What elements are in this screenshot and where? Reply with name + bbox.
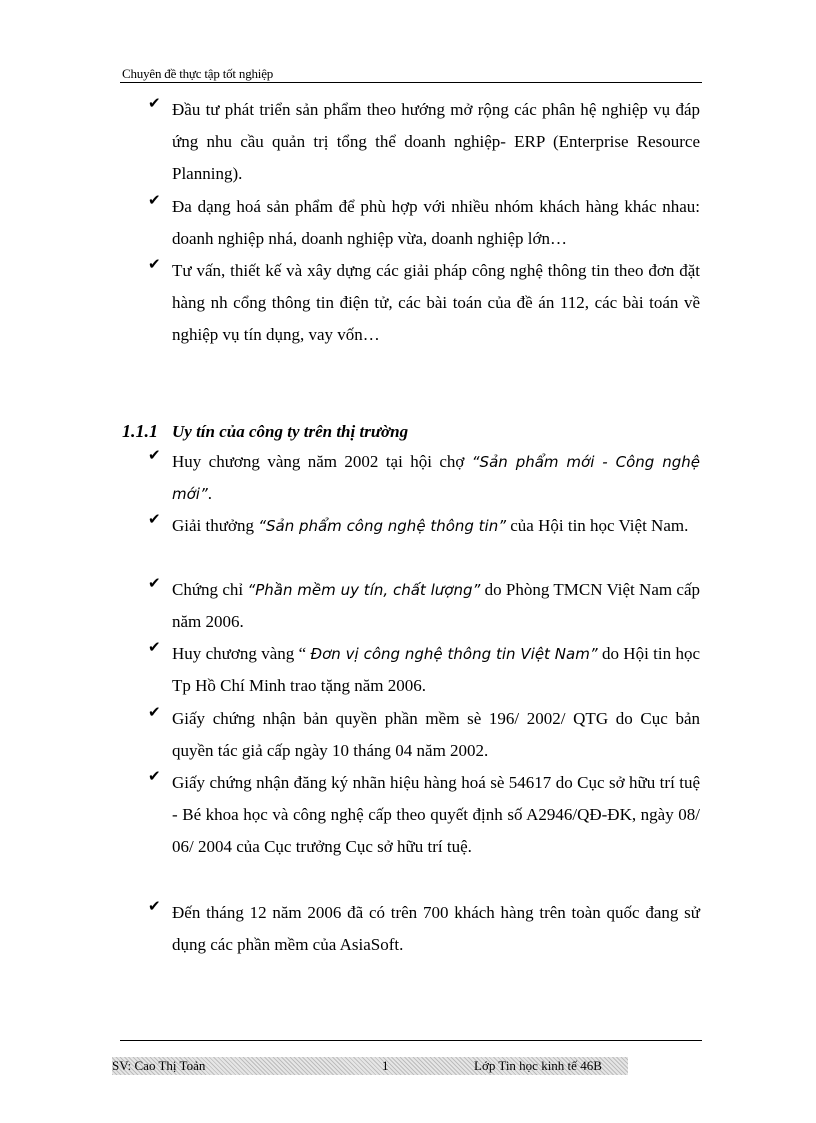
checkmark-icon: ✔ xyxy=(148,897,161,915)
page-header-title: Chuyên đề thực tập tốt nghiệp xyxy=(122,66,274,81)
checkmark-icon: ✔ xyxy=(148,510,161,528)
header-divider xyxy=(120,82,702,83)
footer-student-name: SV: Cao Thị Toản xyxy=(112,1058,206,1073)
section-number: 1.1.1 xyxy=(122,421,158,441)
list-item-text: Đầu tư phát triển sản phẩm theo hướng mở rộng các phân hệ nghiệp vụ đáp ứng nhu cầu quản trị tổng thể doanh nghiệp- ERP (Enterprise Resource Planning). xyxy=(172,100,700,183)
checkmark-icon: ✔ xyxy=(148,703,161,721)
checkmark-icon: ✔ xyxy=(148,94,161,112)
checkmark-icon: ✔ xyxy=(148,767,161,785)
list-item-text: Đến tháng 12 năm 2006 đã có trên 700 khách hàng trên toàn quốc đang sử dụng các phần mềm của AsiaSoft. xyxy=(172,903,700,954)
checkmark-icon: ✔ xyxy=(148,191,161,209)
list-item-text: Giấy chứng nhận bản quyền phần mềm sè 196/ 2002/ QTG do Cục bản quyền tác giả cấp ngày 10 tháng 04 năm 2002. xyxy=(172,709,700,760)
list-item-text: Huy chương vàng “ Đơn vị công nghệ thông tin Việt Nam” do Hội tin học Tp Hồ Chí Minh trao tặng năm 2006. xyxy=(172,644,700,695)
list-item-text: Tư vấn, thiết kế và xây dựng các giải pháp công nghệ thông tin theo đơn đặt hàng nh cổng thông tin điện tử, các bài toán của đề án 112, các bài toán về nghiệp vụ tín dụng, vay vốn… xyxy=(172,261,700,344)
list-item-text: Huy chương vàng năm 2002 tại hội chợ “Sản phẩm mới - Công nghệ mới”. xyxy=(172,452,700,503)
footer-class-name: Lớp Tin học kinh tế 46B xyxy=(474,1058,602,1073)
checkmark-icon: ✔ xyxy=(148,638,161,656)
checkmark-icon: ✔ xyxy=(148,574,161,592)
footer-page-number: 1 xyxy=(382,1058,389,1073)
footer-divider xyxy=(120,1040,702,1041)
checkmark-icon: ✔ xyxy=(148,446,161,464)
section-title: Uy tín của công ty trên thị trường xyxy=(172,422,409,441)
list-item-text: Giải thưởng “Sản phẩm công nghệ thông tin” của Hội tin học Việt Nam. xyxy=(172,516,689,535)
list-item-text: Giấy chứng nhận đăng ký nhãn hiệu hàng hoá sè 54617 do Cục sở hữu trí tuệ - Bé khoa học và công nghệ cấp theo quyết định số A2946/QĐ-ĐK, ngày 08/ 06/ 2004 của Cục trưởng Cục sở hữu trí tuệ. xyxy=(172,773,700,856)
list-item-text: Chứng chỉ “Phần mềm uy tín, chất lượng” do Phòng TMCN Việt Nam cấp năm 2006. xyxy=(172,580,701,631)
list-item-text: Đa dạng hoá sản phẩm để phù hợp với nhiều nhóm khách hàng khác nhau: doanh nghiệp nhá, doanh nghiệp vừa, doanh nghiệp lớn… xyxy=(172,197,700,248)
section-heading xyxy=(122,421,408,442)
checkmark-icon: ✔ xyxy=(148,255,161,273)
